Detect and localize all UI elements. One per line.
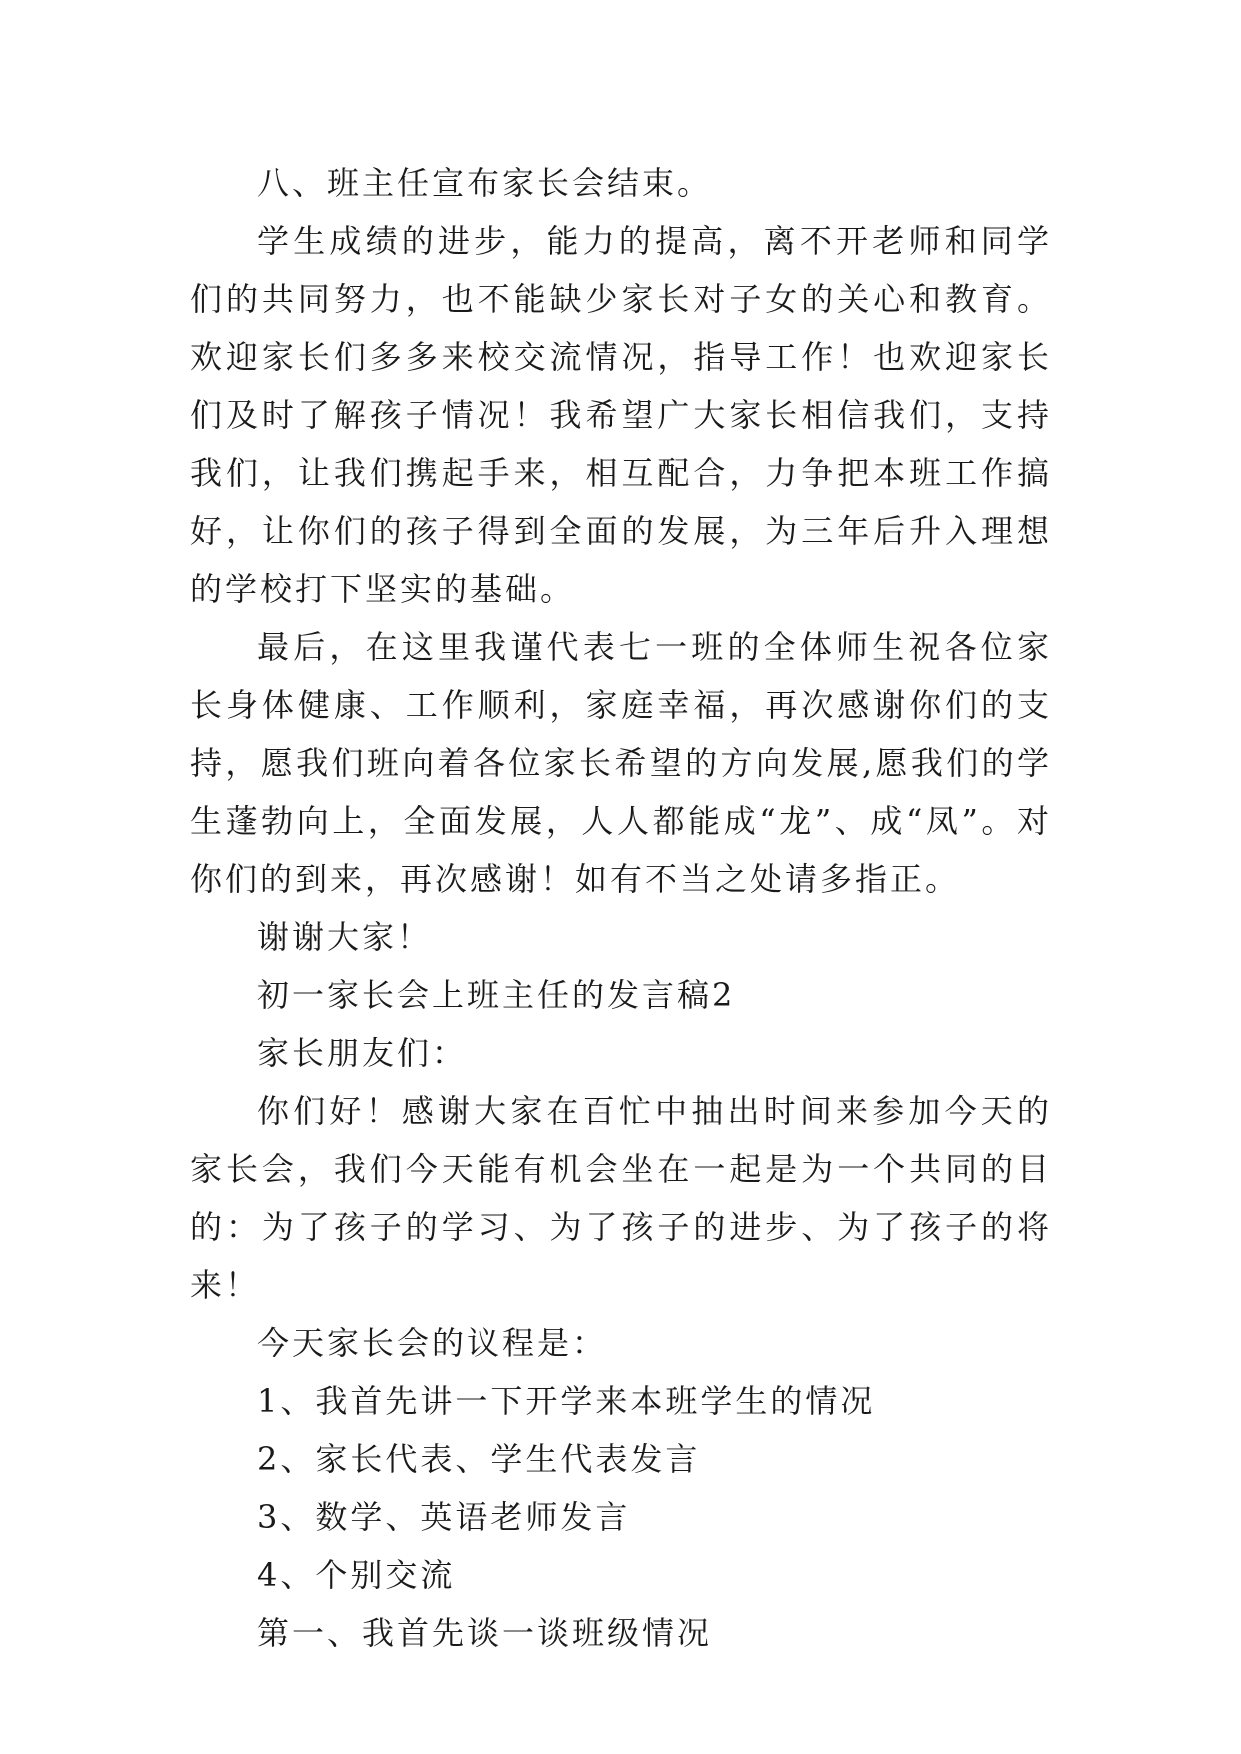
paragraph: 学生成绩的进步，能力的提高，离不开老师和同学们的共同努力，也不能缺少家长对子女的关心和教育。欢迎家长们多多来校交流情况，指导工作！也欢迎家长们及时了解孩子情况！我希望广大家长相信我们，支持我们，让我们携起手来，相互配合，力争把本班工作搞好，让你们的孩子得到全面的发展，为三年后升入理想的学校打下坚实的基础。 [190,222,1052,608]
agenda-item: 1、我首先讲一下开学来本班学生的情况 [257,1382,876,1420]
agenda-intro: 今天家长会的议程是： [257,1324,608,1362]
document-body [190,154,1052,1662]
paragraph: 谢谢大家！ [257,918,433,956]
salutation: 家长朋友们： [257,1034,468,1072]
paragraph: 八、班主任宣布家长会结束。 [257,164,713,202]
section-heading: 第一、我首先谈一谈班级情况 [257,1614,713,1652]
agenda-item: 2、家长代表、学生代表发言 [257,1440,701,1478]
agenda-item: 3、数学、英语老师发言 [257,1498,631,1536]
agenda-item: 4、个别交流 [257,1556,456,1594]
paragraph: 最后，在这里我谨代表七一班的全体师生祝各位家长身体健康、工作顺利，家庭幸福，再次感谢你们的支持，愿我们班向着各位家长希望的方向发展,愿我们的学生蓬勃向上，全面发展，人人都能成“龙”、成“凤”。对你们的到来，再次感谢！如有不当之处请多指正。 [190,628,1052,898]
section-heading: 初一家长会上班主任的发言稿2 [257,976,736,1014]
paragraph: 你们好！感谢大家在百忙中抽出时间来参加今天的家长会，我们今天能有机会坐在一起是为一个共同的目的：为了孩子的学习、为了孩子的进步、为了孩子的将来！ [190,1092,1052,1304]
